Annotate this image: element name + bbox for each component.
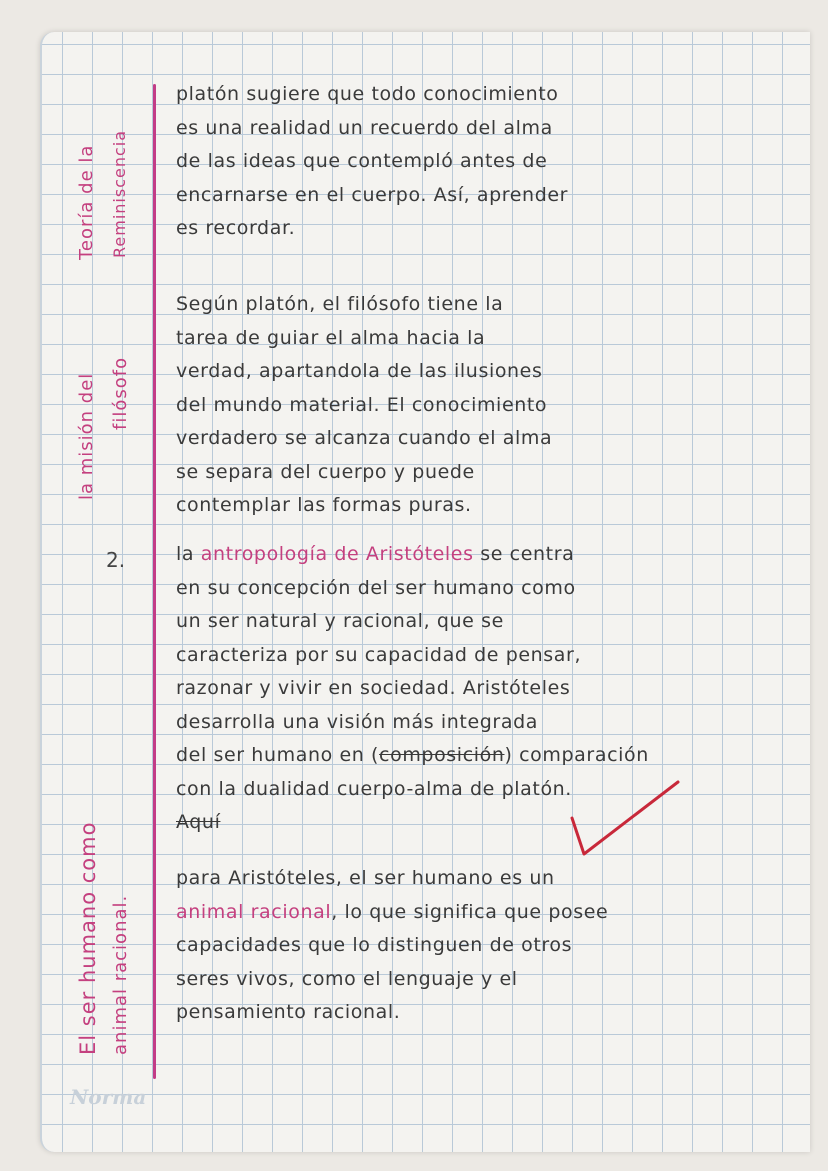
struck-word: composición bbox=[379, 744, 505, 766]
text-line: desarrolla una visión más integrada bbox=[176, 710, 538, 733]
text-line bbox=[176, 538, 776, 572]
text-line: platón sugiere que todo conocimiento bbox=[176, 83, 559, 105]
struck-word: Aquí bbox=[176, 811, 221, 833]
section-number: 2. bbox=[106, 548, 126, 572]
paragraph-animal-racional bbox=[176, 862, 776, 1030]
text-line: se separa del cuerpo y puede bbox=[176, 460, 475, 483]
side-label-ser-1: El ser humano como bbox=[76, 821, 100, 1055]
side-label-mision-2: filósofo bbox=[110, 356, 131, 430]
highlighted-term: animal racional bbox=[176, 900, 332, 923]
text-line: verdad, apartandola de las ilusiones bbox=[176, 360, 543, 382]
paragraph-mision bbox=[176, 288, 776, 523]
text-line: caracteriza por su capacidad de pensar, bbox=[176, 643, 582, 666]
highlighted-term: antropología de Aristóteles bbox=[200, 543, 474, 565]
text-line: encarnarse en el cuerpo. Así, aprender bbox=[176, 183, 569, 206]
side-label-ser-2: animal racional. bbox=[110, 894, 131, 1055]
text-segment: se centra bbox=[473, 543, 575, 565]
paragraph-antropologia bbox=[176, 538, 776, 840]
text-line: un ser natural y racional, que se bbox=[176, 610, 504, 632]
text-line: seres vivos, como el lenguaje y el bbox=[176, 967, 518, 990]
text-line: para Aristóteles, el ser humano es un bbox=[176, 867, 555, 889]
side-label-teoria-1: Teoría de la bbox=[76, 144, 97, 260]
text-segment: la bbox=[176, 543, 201, 565]
text-line bbox=[176, 896, 776, 930]
brand-logo: Norma bbox=[70, 1085, 147, 1109]
side-label-teoria-2: Reminiscencia bbox=[110, 129, 129, 258]
text-line: contemplar las formas puras. bbox=[176, 494, 472, 516]
checkmark-icon bbox=[566, 778, 686, 858]
text-line: pensamiento racional. bbox=[176, 1001, 401, 1023]
text-line: capacidades que lo distinguen de otros bbox=[176, 934, 573, 956]
text-line: es una realidad un recuerdo del alma bbox=[176, 116, 553, 139]
text-line: con la dualidad cuerpo-alma de platón. bbox=[176, 777, 572, 800]
text-line: verdadero se alcanza cuando el alma bbox=[176, 427, 553, 449]
text-line: es recordar. bbox=[176, 217, 296, 239]
text-line: de las ideas que contempló antes de bbox=[176, 150, 548, 172]
margin-line bbox=[153, 84, 156, 1079]
text-line bbox=[176, 739, 776, 773]
text-line: razonar y vivir en sociedad. Aristóteles bbox=[176, 677, 571, 699]
text-line: Según platón, el filósofo tiene la bbox=[176, 293, 504, 315]
text-segment: del ser humano en ( bbox=[176, 744, 380, 766]
text-segment: ) comparación bbox=[504, 744, 649, 766]
text-segment: , lo que significa que posee bbox=[331, 900, 609, 923]
paragraph-reminiscencia bbox=[176, 78, 776, 246]
text-line: tarea de guiar el alma hacia la bbox=[176, 326, 486, 349]
text-line: en su concepción del ser humano como bbox=[176, 576, 576, 599]
text-line: del mundo material. El conocimiento bbox=[176, 393, 548, 416]
side-label-mision-1: la misión del bbox=[76, 372, 97, 500]
